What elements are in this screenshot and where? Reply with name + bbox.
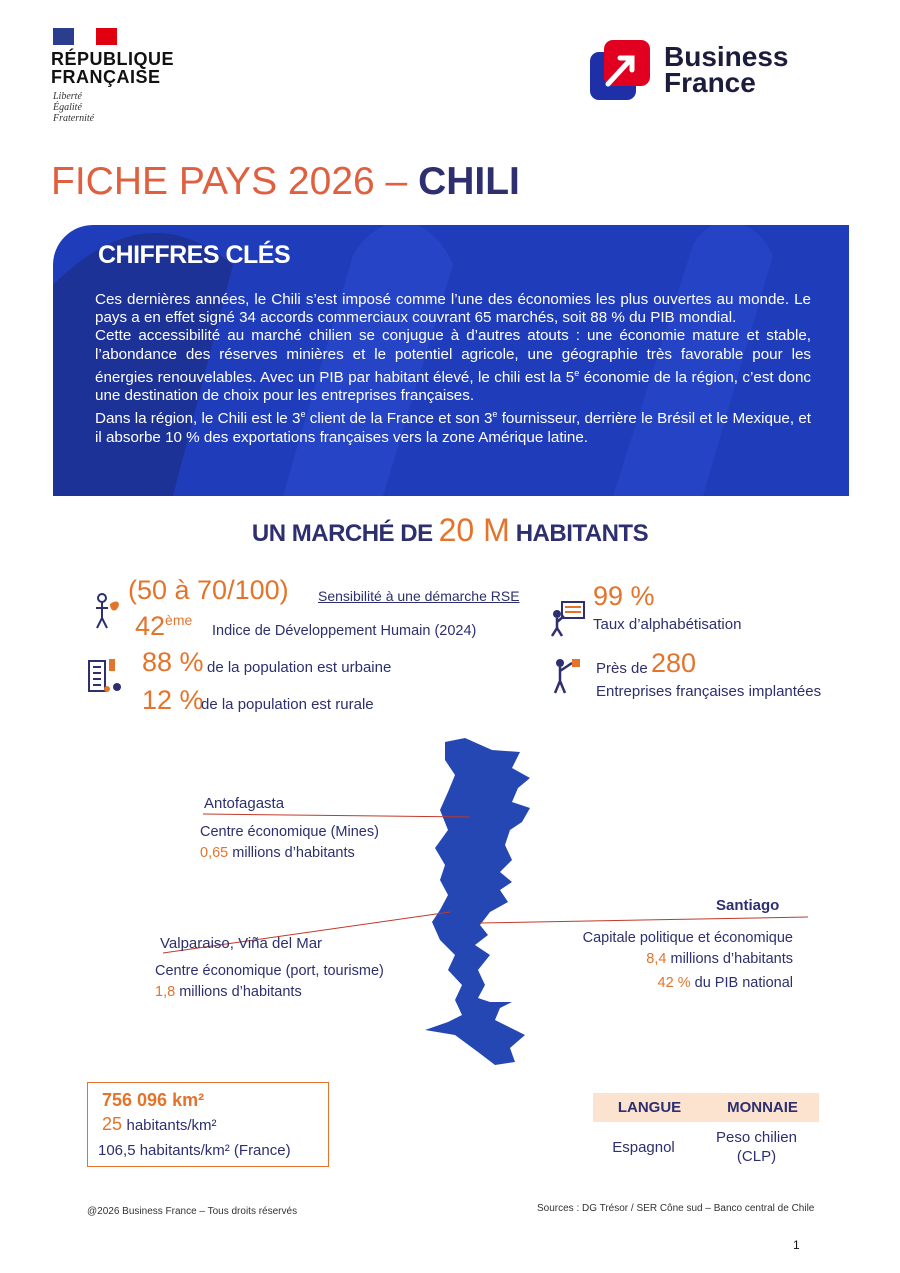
copyright: @2026 Business France – Tous droits réservés: [87, 1206, 298, 1217]
republique-francaise-title: RÉPUBLIQUE FRANÇAISE: [51, 49, 175, 87]
reading-person-icon: [548, 598, 588, 638]
companies-prefix: Près de: [596, 660, 648, 677]
santiago-info: Capitale politique et économique 8,4 millions d’habitants 42 % du PIB national: [582, 930, 793, 991]
chile-shape: [425, 738, 530, 1065]
literacy-label: Taux d’alphabétisation: [593, 616, 742, 633]
market-size-heading: UN MARCHÉ DE 20 M HABITANTS: [251, 512, 649, 548]
antofagasta-info: Centre économique (Mines) 0,65 millions d’habitants: [200, 824, 379, 861]
key-figures-heading: CHIFFRES CLÉS: [98, 241, 291, 269]
language-header: LANGUE: [617, 1099, 682, 1116]
city-santiago: Santiago: [716, 897, 780, 914]
urban-label: de la population est urbaine: [207, 659, 392, 676]
republique-francaise-flag: [53, 28, 117, 45]
sources: Sources : DG Trésor / SER Cône sud – Banco central de Chile: [537, 1203, 815, 1214]
city-valparaiso: Valparaiso, Viña del Mar: [160, 935, 323, 952]
language-value: Espagnol: [612, 1138, 675, 1156]
rse-value: (50 à 70/100): [128, 575, 289, 605]
person-leaf-icon: [88, 590, 128, 630]
city-buildings-icon: [87, 655, 127, 695]
republique-motto: Liberté Égalité Fraternité: [53, 91, 95, 124]
rse-label: Sensibilité à une démarche RSE: [318, 588, 520, 604]
business-france-logo-icon: [590, 40, 652, 100]
currency-header: MONNAIE: [727, 1099, 798, 1116]
surface-value: 756 096 km²: [102, 1090, 205, 1110]
currency-value: Peso chilien (CLP): [716, 1129, 797, 1165]
companies-value: 280: [651, 648, 697, 678]
city-antofagasta: Antofagasta: [204, 795, 285, 812]
rural-value: 12 %: [142, 685, 204, 715]
business-france-wordmark: Business France: [664, 41, 789, 98]
page-number: 1: [793, 1238, 800, 1252]
urban-value: 88 %: [142, 647, 204, 677]
france-density: 106,5 habitants/km² (France): [98, 1142, 291, 1159]
idh-label: Indice de Développement Humain (2024): [212, 623, 477, 639]
idh-value: 42ème: [135, 611, 193, 641]
language-currency-table: [593, 1093, 819, 1166]
rural-label: de la population est rurale: [201, 696, 374, 713]
companies-label: Entreprises françaises implantées: [596, 683, 822, 700]
presenter-icon: [548, 655, 588, 695]
literacy-value: 99 %: [593, 581, 655, 611]
key-figures-text: Ces dernières années, le Chili s’est imposé comme l’une des économies les plus ouvertes au monde. Le pays a en effet signé 34 accords commerciaux couvrant 65 marchés, soit 88 % du PIB mondial. Cette accessibilité au marché chilien se conjugue à d’autres atouts : une économie mature et stable, l’abondance des réserves minières et le potentiel agricole, une géographie très favorable pour les énergies renouvelables. Avec un PIB par habitant élevé, le chili est la 5e économie de la région, c’est donc une destination de choix pour les entreprises françaises. Dans la région, le Chili est le 3e client de la France et son 3e fournisseur, derrière le Brésil et le Mexique, et il absorbe 10 % des exportations françaises vers la zone Amérique latine.: [95, 291, 811, 446]
density: 25 habitants/km²: [102, 1114, 217, 1134]
valparaiso-info: Centre économique (port, tourisme) 1,8 millions d’habitants: [155, 963, 384, 1000]
page-title: FICHE PAYS 2026 – CHILI: [51, 160, 520, 203]
